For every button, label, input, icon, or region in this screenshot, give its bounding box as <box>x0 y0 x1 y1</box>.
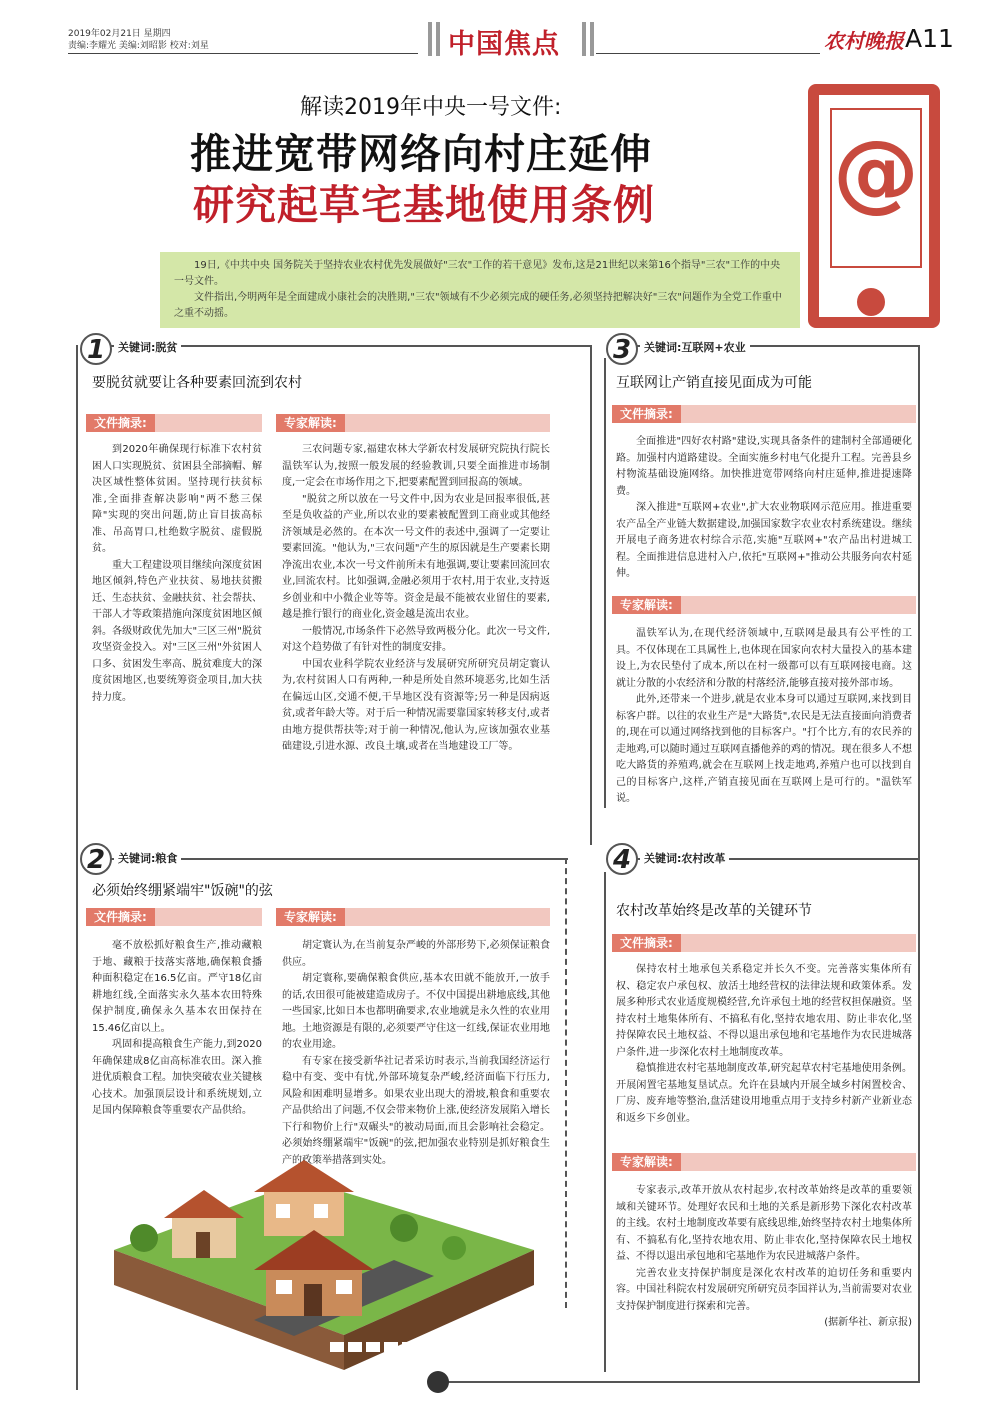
issue-date: 2019年02月21日 星期四 <box>68 29 171 39</box>
section-2-expert-tag: 专家解读: <box>276 908 345 926</box>
body-paragraph: 巩固和提高粮食生产能力,到2020年确保建成8亿亩高标准农田。深入推进优质粮食工程。加快突破农业关键核心技术。加强顶层设计和系统规划,立足国内保障粮食等重要农产品供给。 <box>92 1039 262 1116</box>
body-paragraph: 保持农村土地承包关系稳定并长久不变。完善落实集体所有权、稳定农户承包权、放活土地经营权的法律法规和政策体系。发展多种形式农业适度规模经营,允许承包土地的经营权担保融资。坚持农村土地集体所有、不搞私有化,坚持农地农用、防止非农化,坚持保障农民土地权益、不得以退出承包地和宅基地作为农民进城落户条件,进一步深化农村土地制度改革。 <box>616 964 912 1058</box>
body-paragraph: 重大工程建设项目继续向深度贫困地区倾斜,特色产业扶贫、易地扶贫搬迁、生态扶贫、金融扶贫、社会帮扶、干部人才等政策措施向深度贫困地区倾斜。各级财政优先加大"三区三州"脱贫攻坚资金投入。对"三区三州"外贫困人口多、贫困发生率高、脱贫难度大的深度贫困地区,也要统筹资金项目,加大扶持力度。 <box>92 559 262 703</box>
body-paragraph: 完善农业支持保护制度是深化农村改革的迫切任务和重要内容。中国社科院农村发展研究所研究员李国祥认为,当前需要对农业支持保护制度进行探索和完善。 <box>616 1267 912 1312</box>
section-1-subhead: 要脱贫就要让各种要素回流到农村 <box>92 375 302 391</box>
header-rule-right <box>596 53 820 54</box>
body-paragraph: 胡定寰称,要确保粮食供应,基本农田就不能放开,一放手的话,农田很可能被建造成房子。不仅中国提出耕地底线,其他一些国家,比如日本也都明确要求,农业地就是永久性的农业用地。土地资源是有限的,必须要严守住这一红线,保证农业用地的农业用途。 <box>282 973 550 1050</box>
header-divider-left <box>428 22 432 56</box>
body-paragraph: 中国农业科学院农业经济与发展研究所研究员胡定寰认为,农村贫困人口有两种,一种是所处自然环境恶劣,比如生活在偏远山区,交通不便,干旱地区没有资源等;另一种是因病返贫,或者年龄大等。对于后一种情况需要靠国家转移支付,或者由地方提供帮扶等;对于前一种情况,他认为,应该加强农业基础建设,引进水源、改良土壤,或者在当地建设工厂等。 <box>282 658 550 752</box>
body-paragraph: 此外,还带来一个进步,就是农业本身可以通过互联网,来找到目标客户群。以往的农业生产是"大路货",农民是无法直接面向消费者的,现在可以通过网络找到他的目标客户。"打个比方,有的农民养的走地鸡,可以随时通过互联网直播他养的鸡的情况。现在很多人不想吃大路货的养殖鸡,就会在互联网上找走地鸡,养殖户也可以找到自己的目标客户,这样,产销直接见面在互联网上是可行的。"温铁军说。 <box>616 694 912 804</box>
body-paragraph: 专家表示,改革开放从农村起步,农村改革始终是改革的重要领域和关键环节。处理好农民和土地的关系是新形势下深化农村改革的主线。农村土地制度改革要有底线思维,始终坚持农村土地集体所有、不搞私有化,坚持农地农用、防止非农化,坚持保障农民土地权益、不得以退出承包地和宅基地作为农民进城落户条件。 <box>616 1185 912 1262</box>
village-houses-illustration <box>104 1120 534 1390</box>
headline-kicker: 解读2019年中央一号文件: <box>300 95 562 120</box>
body-paragraph: 稳慎推进农村宅基地制度改革,研究起草农村宅基地使用条例。开展闲置宅基地复垦试点。允许在县域内开展全域乡村闲置校舍、厂房、废弃地等整治,盘活建设用地重点用于支持乡村新产业新业态和返乡下乡创业。 <box>616 1063 912 1124</box>
section-4-number: 4 <box>606 843 638 875</box>
phone-home-button <box>857 288 885 316</box>
frame-right-s1 <box>590 345 592 845</box>
body-paragraph: 全面推进"四好农村路"建设,实现具备条件的建制村全部通硬化路。加强村内道路建设。全面实施乡村电气化提升工程。完善县乡村物流基础设施网络。加快推进宽带网络向村庄延伸,推进提速降费。 <box>616 436 912 497</box>
page-number: A11 <box>905 24 954 53</box>
section-3-number: 3 <box>606 333 638 365</box>
at-sign-icon: @ <box>833 122 919 222</box>
frame-left-s4 <box>604 872 606 1372</box>
frame-left <box>76 345 78 1390</box>
section-1-expert-tag: 专家解读: <box>276 414 345 432</box>
lead-paragraph: 文件指出,今明两年是全面建成小康社会的决胜期,"三农"领域有不少必须完成的硬任务,必须坚持把解决好"三农"问题作为全党工作重中之重不动摇。 <box>174 292 782 319</box>
body-paragraph: 胡定寰认为,在当前复杂严峻的外部形势下,必须保证粮食供应。 <box>282 940 550 968</box>
source-credit: (据新华社、新京报) <box>824 1317 912 1328</box>
section-1-keyword: 关键词:脱贫 <box>114 339 181 355</box>
section-4-excerpt-text <box>616 962 912 1127</box>
section-4-subhead: 农村改革始终是改革的关键环节 <box>616 903 812 919</box>
header-divider-right-2 <box>590 22 594 56</box>
body-paragraph: 到2020年确保现行标准下农村贫困人口实现脱贫、贫困县全部摘帽、解决区域性整体贫困。坚持现行扶贫标准,全面排查解决影响"两不愁三保障"实现的突出问题,防止盲目拔高标准、吊高胃口,杜绝数字脱贫、虚假脱贫。 <box>92 444 262 554</box>
section-3-expert-tag: 专家解读: <box>612 596 681 614</box>
section-1-expert-text <box>282 442 550 756</box>
frame-right-s3 <box>918 345 920 865</box>
section-4-expert-tag: 专家解读: <box>612 1153 681 1171</box>
body-paragraph: 一般情况,市场条件下必然导致两极分化。此次一号文件,对这个趋势做了有针对性的制度安排。 <box>282 625 550 653</box>
section-3-keyword: 关键词:互联网+农业 <box>640 339 750 355</box>
section-4-expert-text <box>616 1183 912 1332</box>
lead-paragraph: 19日,《中共中央 国务院关于坚持农业农村优先发展做好"三农"工作的若干意见》发布,这是21世纪以来第16个指导"三农"工作的中央一号文件。 <box>174 260 781 287</box>
frame-right-s4 <box>918 858 920 1383</box>
lead-paragraph-box <box>160 252 800 328</box>
header-meta <box>68 28 209 52</box>
header-divider-right <box>582 22 586 56</box>
body-paragraph: 三农问题专家,福建农林大学新农村发展研究院执行院长温铁军认为,按照一般发展的经验教训,只要全面推进市场制度,一定会在市场作用之下,把要素配置到回报高的领域。 <box>282 444 550 488</box>
section-3-excerpt-text <box>616 434 912 583</box>
section-3-subhead: 互联网让产销直接见面成为可能 <box>616 375 812 391</box>
body-paragraph: "脱贫之所以放在一号文件中,因为农业是回报率很低,甚至是负收益的产业,所以农业的要素被配置到工商业或其他经济领域是必然的。在本次一号文件的表述中,强调了一定要让要素回流。"他认为,"三农问题"产生的原因就是生产要素长期净流出农业,本次一号文件前所未有地强调,要让要素回流回农业,回流农村。比如强调,金融必须用于农村,用于农业,支持返乡创业和中小微企业等等。资金是最不能被农业留住的要素,越是推行银行的商业化,资金越是流出农业。 <box>282 493 550 620</box>
section-2-keyword: 关键词:粮食 <box>114 850 181 866</box>
section-2-subhead: 必须始终绷紧端牢"饭碗"的弦 <box>92 883 273 899</box>
section-3-expert-text <box>616 626 912 808</box>
section-1-excerpt-text <box>92 442 262 706</box>
body-paragraph: 有专家在接受新华社记者采访时表示,当前我国经济运行稳中有变、变中有忧,外部环境复杂严峻,经济面临下行压力,风险和困难明显增多。如果农业出现大的滑坡,粮食和重要农产品供给出了问题,不仅会带来物价上涨,使经济发展陷入增长下行和物价上行"双碾头"的被动局面,而且会影响社会稳定。必须始终绷紧端牢"饭碗"的弦,把加强农业特别是抓好粮食生产的政策举措落到实处。 <box>282 1055 550 1166</box>
section-3-excerpt-tag: 文件摘录: <box>612 405 681 423</box>
section-2-excerpt-tag: 文件摘录: <box>86 908 155 926</box>
section-4-excerpt-tag: 文件摘录: <box>612 934 681 952</box>
header-rule-left <box>68 53 418 54</box>
section-2-excerpt-text <box>92 938 262 1120</box>
section-1-excerpt-tag: 文件摘录: <box>86 414 155 432</box>
section-1-number: 1 <box>80 333 112 365</box>
body-paragraph: 毫不放松抓好粮食生产,推动藏粮于地、藏粮于技落实落地,确保粮食播种面积稳定在16.5亿亩。严守18亿亩耕地红线,全面落实永久基本农田特殊保护制度,确保永久基本农田保持在15.46亿亩以上。 <box>92 940 262 1034</box>
body-paragraph: 深入推进"互联网+农业",扩大农业物联网示范应用。推进重要农产品全产业链大数据建设,加强国家数字农业农村系统建设。继续开展电子商务进农村综合示范,实施"互联网+"农产品出村进城工程。全面推进信息进村入户,依托"互联网+"推动公共服务向农村延伸。 <box>616 502 912 579</box>
headline-title-2: 研究起草宅基地使用条例 <box>193 181 655 229</box>
editor-credits: 责编:李耀光 美编:刘昭影 校对:刘星 <box>68 41 209 51</box>
frame-right-s2-dashed <box>565 858 567 1308</box>
headline-title-1: 推进宽带网络向村庄延伸 <box>190 130 652 178</box>
newspaper-brand: 农村晚报 <box>824 29 904 53</box>
section-title: 中国焦点 <box>448 29 560 60</box>
section-2-number: 2 <box>80 843 112 875</box>
header-divider-left-2 <box>436 22 440 56</box>
frame-left-s3 <box>604 358 606 808</box>
body-paragraph: 温铁军认为,在现代经济领域中,互联网是最具有公平性的工具。不仅体现在工具属性上,也体现在国家向农村大量投入的基本建设上,为农民垫付了成本,所以在村一级都可以有互联网接电商。这就让分散的小农经济和分散的村落经济,能够直接对接外部市场。 <box>616 628 912 689</box>
section-4-keyword: 关键词:农村改革 <box>640 850 729 866</box>
